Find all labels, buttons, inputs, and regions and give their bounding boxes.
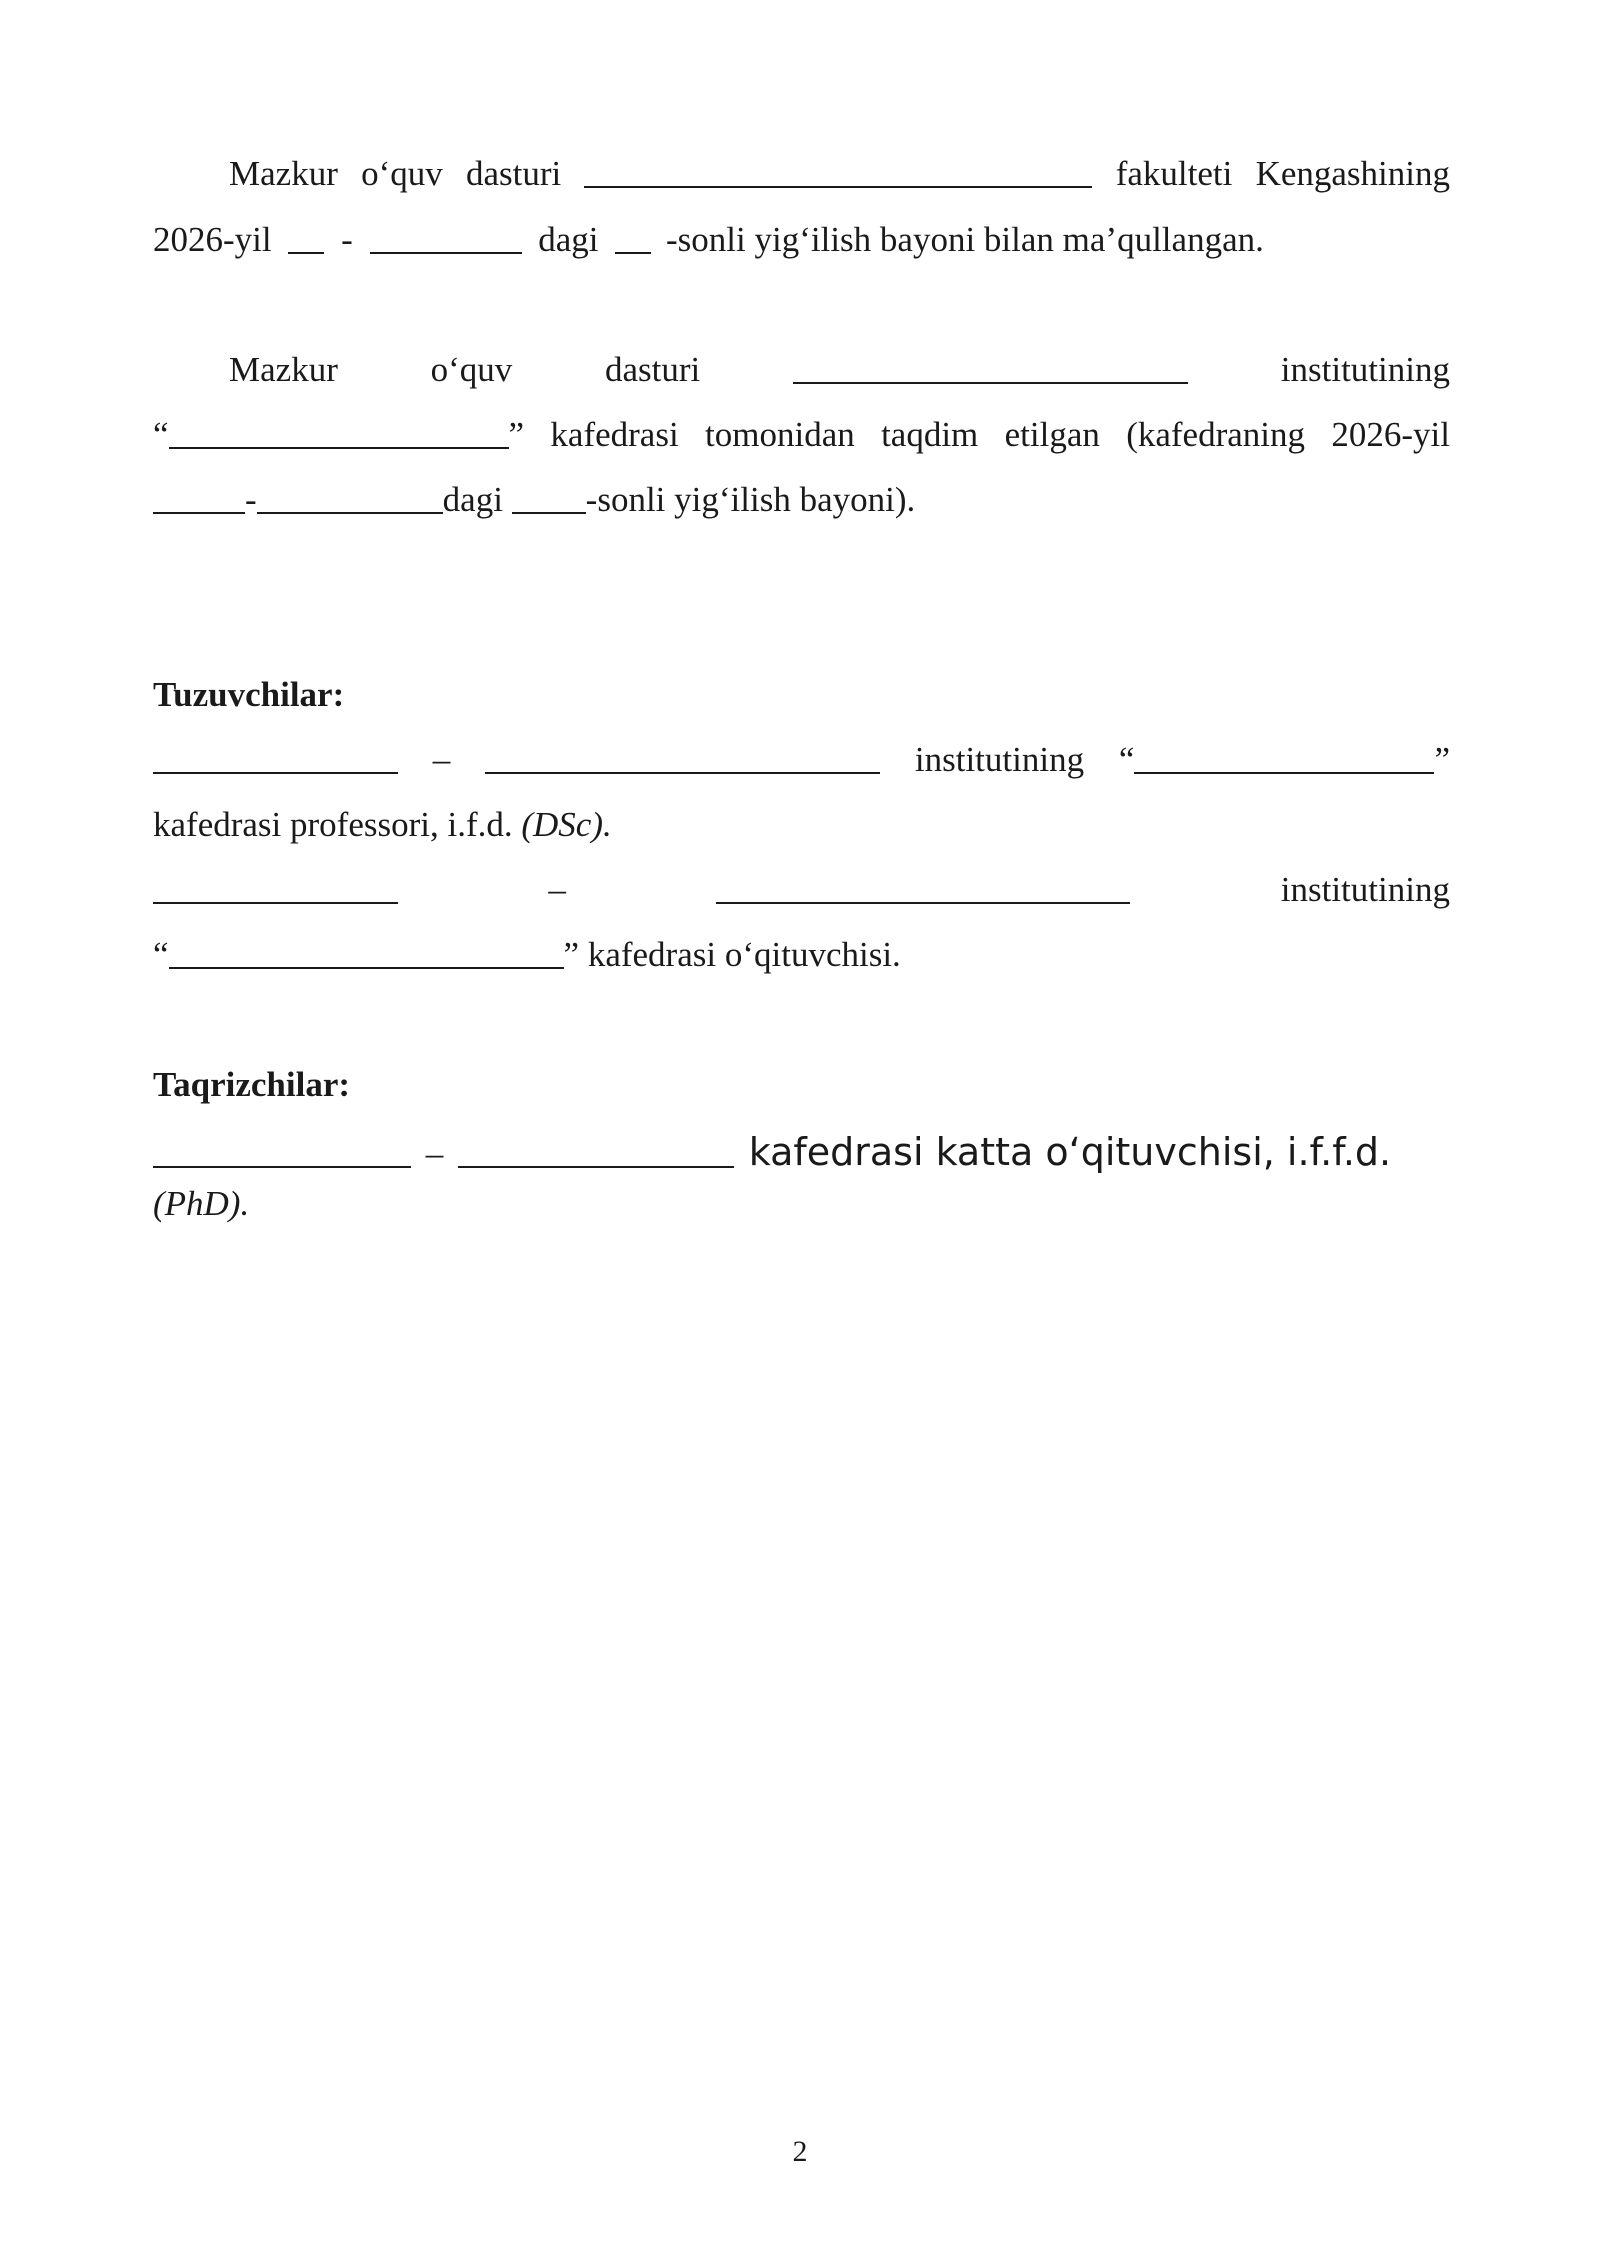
para1-dash: - xyxy=(341,220,353,259)
compiler1-degree: (DSc). xyxy=(521,805,612,844)
para2-dash: - xyxy=(245,480,257,519)
para2-w-kafedraning: (kafedraning xyxy=(1126,415,1305,454)
compilers-heading: Tuzuvchilar: xyxy=(153,675,345,714)
open-quote: “ xyxy=(1118,740,1135,779)
para1-rest: -sonli yig‘ilish bayoni bilan ma’qullangan. xyxy=(666,220,1264,259)
para1-word-dasturi: dasturi xyxy=(465,154,562,193)
para2-word-mazkur: Mazkur xyxy=(229,350,338,389)
para2-line2 xyxy=(153,413,1450,457)
compiler2-institutining: institutining xyxy=(1280,870,1450,909)
reviewer1-department-blank[interactable] xyxy=(458,1165,734,1168)
para2-word-institutining: institutining xyxy=(1280,350,1450,389)
dept-meeting-number-blank[interactable] xyxy=(512,511,586,514)
compiler1-position: kafedrasi professori, i.f.d. xyxy=(153,805,513,844)
para2-word-dasturi: dasturi xyxy=(605,350,701,389)
compiler1-department-quoted xyxy=(1119,738,1450,782)
compiler1-line2 xyxy=(153,803,1450,847)
reviewer1-line1 xyxy=(153,1130,1450,1176)
para2-w-etilgan: etilgan xyxy=(1004,415,1100,454)
reviewer1-dash: – xyxy=(425,1134,444,1173)
page-number: 2 xyxy=(792,2135,808,2168)
compiler2-line2 xyxy=(153,933,1450,977)
compiler1-department-blank[interactable] xyxy=(1134,771,1434,774)
para1-line2 xyxy=(153,218,1450,262)
para1-word-oquv: o‘quv xyxy=(361,154,443,193)
approval-month-blank[interactable] xyxy=(370,251,522,254)
para2-department-quoted xyxy=(153,413,524,457)
para2-dagi: dagi xyxy=(442,480,503,519)
compiler1-institute-blank[interactable] xyxy=(485,771,880,774)
compiler1-name-blank[interactable] xyxy=(153,771,398,774)
para1-word-fakulteti: fakulteti xyxy=(1115,154,1233,193)
reviewer1-position: kafedrasi katta o‘qituvchisi, i.f.f.d. xyxy=(748,1130,1392,1174)
para1-year: 2026-yil xyxy=(153,220,272,259)
reviewer1-line2: (PhD). xyxy=(153,1184,250,1223)
compiler2-position: ” kafedrasi o‘qituvchisi. xyxy=(563,935,901,974)
open-quote: “ xyxy=(153,415,169,454)
approval-day-blank[interactable] xyxy=(288,251,324,254)
para2-w-tomonidan: tomonidan xyxy=(705,415,855,454)
department-name-blank[interactable] xyxy=(169,446,509,449)
compiler2-institute-blank[interactable] xyxy=(716,901,1130,904)
para2-w-kafedrasi: kafedrasi xyxy=(550,415,679,454)
para2-line1 xyxy=(153,348,1450,392)
para1-line1 xyxy=(153,152,1450,196)
approval-number-blank[interactable] xyxy=(615,251,651,254)
para2-w-taqdim: taqdim xyxy=(881,415,979,454)
compiler1-institutining: institutining xyxy=(914,740,1085,779)
compiler1-line1 xyxy=(153,738,1450,782)
reviewers-heading: Taqrizchilar: xyxy=(153,1065,351,1104)
compiler2-department-blank[interactable] xyxy=(169,966,564,969)
compiler2-line1 xyxy=(153,868,1450,912)
para2-rest: -sonli yig‘ilish bayoni). xyxy=(585,480,916,519)
reviewer1-name-blank[interactable] xyxy=(153,1165,411,1168)
para2-w-year: 2026-yil xyxy=(1331,415,1450,454)
compiler2-dash: – xyxy=(548,870,566,909)
para1-word-mazkur: Mazkur xyxy=(229,154,338,193)
para2-line3 xyxy=(153,478,1450,522)
close-quote: ” xyxy=(1434,740,1450,779)
institute-name-blank[interactable] xyxy=(793,381,1188,384)
dept-meeting-month-blank[interactable] xyxy=(257,511,443,514)
para1-word-kengashining: Kengashining xyxy=(1255,154,1450,193)
close-quote: ” xyxy=(508,415,525,454)
compiler1-dash: – xyxy=(432,740,451,779)
dept-meeting-day-blank[interactable] xyxy=(153,511,245,514)
faculty-name-blank[interactable] xyxy=(584,185,1092,188)
open-quote: “ xyxy=(153,935,169,974)
compiler2-name-blank[interactable] xyxy=(153,901,398,904)
para2-word-oquv: o‘quv xyxy=(430,350,513,389)
para1-dagi: dagi xyxy=(538,220,599,259)
